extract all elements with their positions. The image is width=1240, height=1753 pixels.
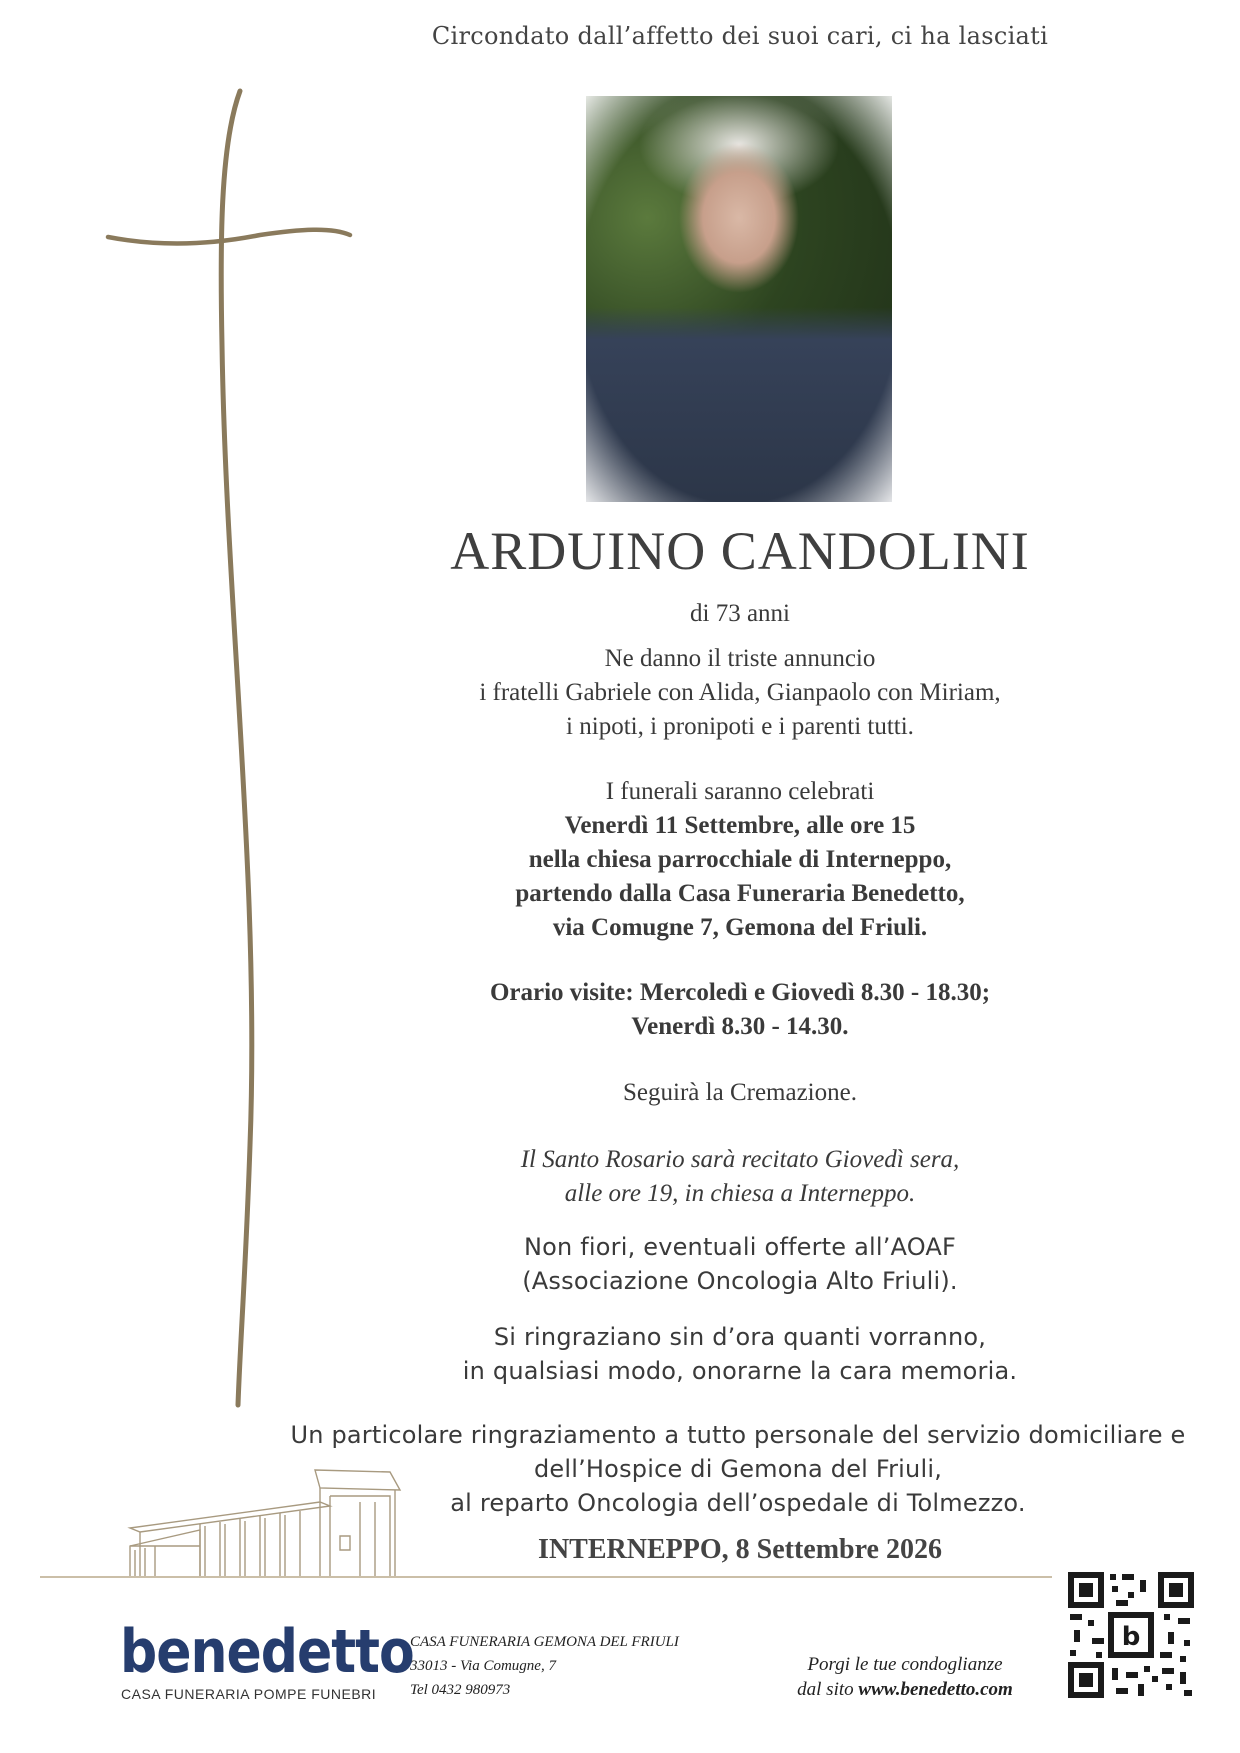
announcement-line: i fratelli Gabriele con Alida, Gianpaolo con Miriam, xyxy=(479,679,1001,706)
announcement-line: Ne danno il triste annuncio xyxy=(604,645,876,672)
funeral-line: Venerdì 11 Settembre, alle ore 15 xyxy=(564,812,916,839)
cross-icon xyxy=(100,85,360,1415)
funeral-block xyxy=(410,775,1070,945)
footer-divider xyxy=(40,1576,1052,1578)
address-line: Tel 0432 980973 xyxy=(410,1682,511,1698)
rosary-block xyxy=(410,1143,1070,1211)
flowers-line: (Associazione Oncologia Alto Friuli). xyxy=(522,1267,958,1295)
condolences-site-line xyxy=(760,1677,1050,1702)
building-icon xyxy=(90,1466,410,1578)
website-link[interactable]: www.benedetto.com xyxy=(858,1679,1013,1700)
special-thanks-line: dell’Hospice di Gemona del Friuli, xyxy=(533,1455,943,1483)
deceased-name: ARDUINO CANDOLINI xyxy=(450,521,1030,581)
funeral-line: via Comugne 7, Gemona del Friuli. xyxy=(552,914,928,941)
address-line: 33013 - Via Comugne, 7 xyxy=(410,1658,556,1674)
special-thanks-line: Un particolare ringraziamento a tutto personale del servizio domiciliare e xyxy=(290,1421,1186,1449)
portrait-photo xyxy=(586,96,892,502)
visits-block xyxy=(410,976,1070,1044)
announcement-line: i nipoti, i pronipoti e i parenti tutti. xyxy=(566,713,914,740)
condolences-note xyxy=(760,1652,1050,1702)
special-thanks-line: al reparto Oncologia dell’ospedale di Tolmezzo. xyxy=(450,1489,1026,1517)
funeral-intro: I funerali saranno celebrati xyxy=(605,778,875,805)
rosary-line: alle ore 19, in chiesa a Interneppo. xyxy=(564,1180,916,1207)
announcement-block xyxy=(410,642,1070,744)
flowers-block xyxy=(410,1230,1070,1298)
deceased-age: di 73 anni xyxy=(690,600,790,627)
site-prefix: dal sito xyxy=(797,1679,859,1700)
logo-subtitle: CASA FUNERARIA POMPE FUNEBRI xyxy=(121,1686,377,1702)
condolences-line: Porgi le tue condoglianze xyxy=(807,1654,1003,1675)
gratitude-block xyxy=(410,1320,1070,1388)
visits-line: Venerdì 8.30 - 14.30. xyxy=(631,1013,849,1040)
cremation-note: Seguirà la Cremazione. xyxy=(623,1079,857,1106)
funeral-home-address xyxy=(410,1630,679,1702)
gratitude-line: Si ringraziano sin d’ora quanti vorranno, xyxy=(493,1323,987,1351)
funeral-line: nella chiesa parrocchiale di Interneppo, xyxy=(528,846,952,873)
intro-text: Circondato dall’affetto dei suoi cari, ci ha lasciati xyxy=(431,22,1049,50)
place-date: INTERNEPPO, 8 Settembre 2026 xyxy=(538,1534,942,1565)
funeral-line: partendo dalla Casa Funeraria Benedetto, xyxy=(515,880,965,907)
svg-text:b: b xyxy=(1121,1622,1141,1652)
benedetto-logo: benedetto xyxy=(120,1618,414,1687)
address-line: CASA FUNERARIA GEMONA DEL FRIULI xyxy=(410,1634,679,1650)
qr-code-icon[interactable] xyxy=(1068,1572,1194,1698)
flowers-line: Non fiori, eventuali offerte all’AOAF xyxy=(523,1233,957,1261)
visits-line: Orario visite: Mercoledì e Giovedì 8.30 - 18.30; xyxy=(489,979,991,1006)
gratitude-line: in qualsiasi modo, onorarne la cara memoria. xyxy=(462,1357,1018,1385)
rosary-line: Il Santo Rosario sarà recitato Giovedì sera, xyxy=(520,1146,960,1173)
